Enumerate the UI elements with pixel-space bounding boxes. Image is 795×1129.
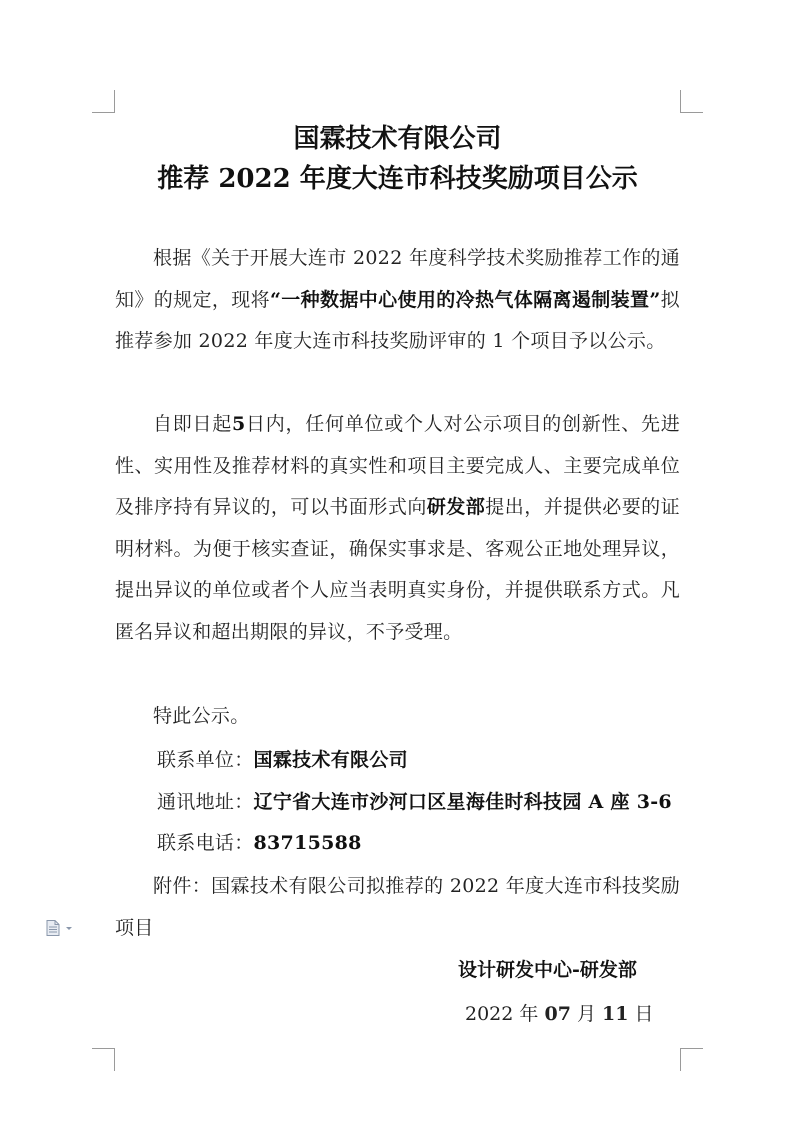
document-subtitle: 推荐 2022 年度大连市科技奖励项目公示 (157, 164, 638, 194)
signature: 设计研发中心-研发部 (458, 959, 637, 981)
paragraph-notice: 特此公示。 (153, 705, 250, 727)
phone-label: 联系电话： (157, 832, 254, 854)
objection-days: 5 (232, 413, 246, 435)
date-day-unit: 日 (634, 1003, 654, 1025)
document-icon[interactable] (46, 920, 76, 936)
date-month-unit: 月 (576, 1003, 596, 1025)
margin-corner-bottom-left (92, 1048, 115, 1071)
date-month: 07 (544, 1003, 571, 1025)
phone-line (157, 823, 362, 865)
address-value: 辽宁省大连市沙河口区星海佳时科技园 A 座 3-6 (253, 791, 672, 813)
margin-corner-bottom-right (680, 1048, 703, 1071)
contact-unit-line (157, 740, 408, 782)
date-day: 11 (602, 1003, 629, 1025)
paragraph-objection (115, 404, 680, 653)
phone-value: 83715588 (253, 832, 362, 854)
margin-corner-top-left (92, 90, 115, 113)
address-label: 通讯地址： (157, 791, 254, 813)
address-line (157, 782, 672, 824)
objection-text-end: 提出，并提供必要的证明材料。为便于核实查证，确保实事求是、客观公正地处理异议，提出异议的单位或者个人应当表明真实身份，并提供联系方式。凡匿名异议和超出期限的异议，不予受理。 (115, 496, 680, 643)
caret-down-icon (64, 923, 74, 933)
objection-text: 日内，任何单位或个人对公示项目的创新性、先进性、实用性及推荐材料的真实性和项目主要完成人、主要完成单位及排序持有异议的，可以书面形式向 (115, 413, 680, 518)
intro-text-end: 拟推荐参加 2022 年度大连市科技奖励评审的 1 个项目予以公示。 (115, 288, 680, 352)
date-year: 2022 (465, 1003, 514, 1025)
date (465, 994, 654, 1036)
paragraph-intro (115, 238, 680, 363)
intro-text: 根据《关于开展大连市 2022 年度科学技术奖励推荐工作的通知》的规定，现将 (115, 247, 680, 311)
project-name: “一种数据中心使用的冷热气体隔离遏制装置” (269, 288, 661, 311)
objection-text-start: 自即日起 (153, 413, 232, 435)
document-title: 国霖技术有限公司 (293, 124, 502, 154)
contact-unit-value: 国霖技术有限公司 (253, 749, 408, 771)
attachment-paragraph: 附件：国霖技术有限公司拟推荐的 2022 年度大连市科技奖励项目 (115, 875, 680, 939)
contact-unit-label: 联系单位： (157, 749, 254, 771)
objection-department: 研发部 (426, 496, 486, 518)
margin-corner-top-right (680, 90, 703, 113)
date-year-unit: 年 (519, 1003, 539, 1025)
document-icon-glyph (46, 920, 60, 936)
